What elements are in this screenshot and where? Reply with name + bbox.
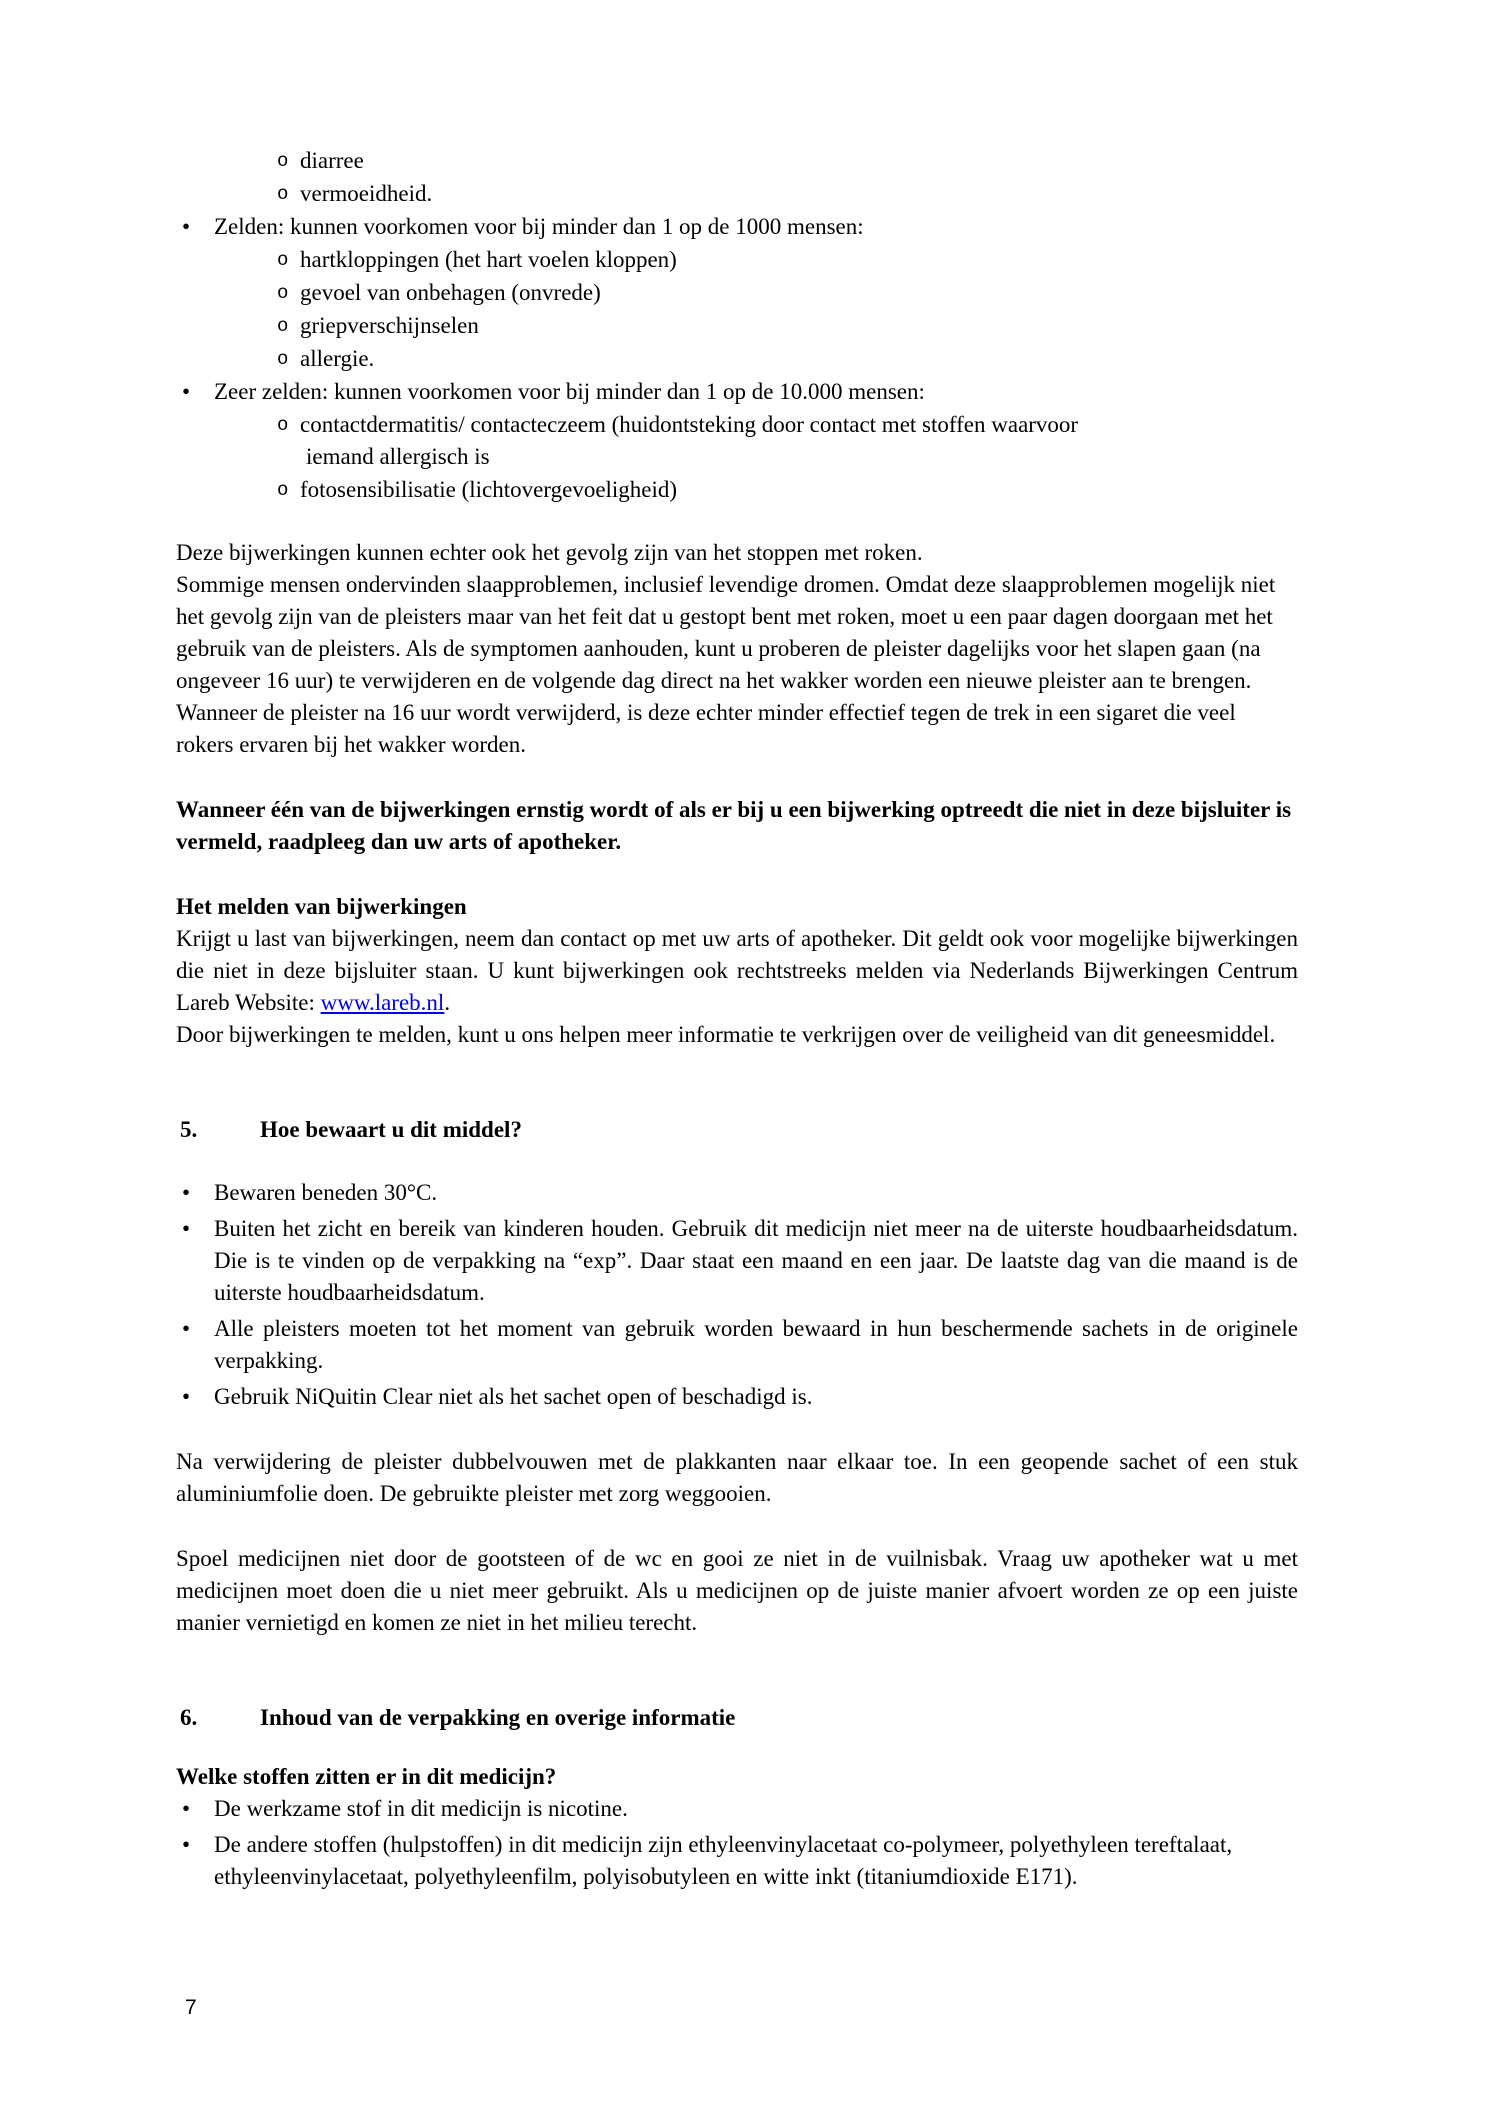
bullet-icon: • bbox=[182, 1796, 191, 1821]
list-item bbox=[176, 343, 1298, 375]
bullet-icon: • bbox=[182, 1832, 191, 1857]
reporting-text: Krijgt u last van bijwerkingen, neem dan contact op met uw arts of apotheker. Dit geldt ook voor mogelijke bijwerkingen die niet in deze bijsluiter staan. U kunt bijwerkingen ook rechtstreeks melden via Nederlands Bijwerkingen Centrum Lareb Website: bbox=[176, 926, 1298, 1015]
serious-warning-paragraph: Wanneer één van de bijwerkingen ernstig wordt of als er bij u een bijwerking optreedt die niet in deze bijsluiter is vermeld, raadpleeg dan uw arts of apotheker. bbox=[176, 797, 1292, 854]
bullet-icon: • bbox=[182, 1180, 191, 1205]
list-item bbox=[176, 310, 1298, 342]
section-6-number: 6. bbox=[180, 1705, 198, 1730]
list-item bbox=[176, 244, 1298, 276]
side-effect-item-line2: iemand allergisch is bbox=[306, 444, 490, 469]
storage-item: Buiten het zicht en bereik van kinderen houden. Gebruik dit medicijn niet meer na de uiterste houdbaarheidsdatum. Die is te vinden op de verpakking na “exp”. Daar staat een maand en een jaar. De laatste dag van die maand is de uiterste houdbaarheidsdatum. bbox=[214, 1216, 1298, 1305]
list-item bbox=[176, 474, 1298, 506]
disposal-paragraph-1: Na verwijdering de pleister dubbelvouwen met de plakkanten naar elkaar toe. In een geopende sachet of een stuk aluminiumfolie doen. De gebruikte pleister met zorg weggooien. bbox=[176, 1449, 1298, 1506]
bullet-icon: • bbox=[182, 1316, 191, 1341]
list-item bbox=[176, 1213, 1298, 1309]
circle-bullet-icon: o bbox=[277, 249, 289, 271]
side-effect-item: hartkloppingen (het hart voelen kloppen) bbox=[300, 247, 677, 272]
ingredient-item: De andere stoffen (hulpstoffen) in dit medicijn zijn ethyleenvinylacetaat co-polymeer, polyethyleen tereftalaat, ethyleenvinylacetaat, polyethyleenfilm, polyisobutyleen en witte inkt (titaniumdioxide E171). bbox=[214, 1832, 1233, 1889]
storage-list bbox=[176, 1177, 1298, 1413]
section-6-title: Inhoud van de verpakking en overige informatie bbox=[260, 1705, 736, 1730]
side-effect-item-line1: contactdermatitis/ contacteczeem (huidontsteking door contact met stoffen waarvoor bbox=[300, 412, 1079, 437]
bullet-icon: • bbox=[182, 1384, 191, 1409]
list-item bbox=[176, 1313, 1298, 1377]
circle-bullet-icon: o bbox=[277, 414, 289, 436]
circle-bullet-icon: o bbox=[277, 479, 289, 501]
list-item bbox=[176, 1177, 1298, 1209]
storage-item: Alle pleisters moeten tot het moment van gebruik worden bewaard in hun beschermende sachets in de originele verpakking. bbox=[214, 1316, 1298, 1373]
reporting-paragraph bbox=[176, 923, 1298, 1019]
list-item bbox=[176, 376, 1298, 408]
section-5-title: Hoe bewaart u dit middel? bbox=[260, 1117, 522, 1142]
circle-bullet-icon: o bbox=[277, 315, 289, 337]
storage-item: Gebruik NiQuitin Clear niet als het sachet open of beschadigd is. bbox=[214, 1384, 813, 1409]
side-effect-item: gevoel van onbehagen (onvrede) bbox=[300, 280, 601, 305]
bullet-icon: • bbox=[182, 214, 191, 239]
reporting-text-after: . bbox=[444, 990, 451, 1015]
side-effect-item: griepverschijnselen bbox=[300, 313, 479, 338]
ingredients-list bbox=[176, 1793, 1298, 1893]
section-5-heading bbox=[176, 1114, 1298, 1146]
list-item bbox=[176, 145, 1298, 177]
list-item bbox=[176, 1793, 1298, 1825]
disposal-paragraph-2: Spoel medicijnen niet door de gootsteen of de wc en gooi ze niet in de vuilnisbak. Vraag uw apotheker wat u met medicijnen moet doen die u niet meer gebruikt. Als u medicijnen op de juiste manier afvoert worden ze op een juiste manier vernietigd en komen ze niet in het milieu terecht. bbox=[176, 1546, 1298, 1635]
storage-item: Bewaren beneden 30°C. bbox=[214, 1180, 438, 1205]
list-item bbox=[176, 409, 1298, 473]
side-effect-item: vermoeidheid. bbox=[300, 181, 433, 206]
rare-label: Zelden: kunnen voorkomen voor bij minder dan 1 op de 1000 mensen: bbox=[214, 214, 864, 239]
side-effect-item: allergie. bbox=[300, 346, 375, 371]
quit-note-paragraph: Sommige mensen ondervinden slaapproblemen, inclusief levendige dromen. Omdat deze slaapproblemen mogelijk niet het gevolg zijn van de pleisters maar van het feit dat u gestopt bent met roken, moet u een paar dagen doorgaan met het gebruik van de pleisters. Als de symptomen aanhouden, kunt u proberen de pleister dagelijks voor het slapen gaan (na ongeveer 16 uur) te verwijderen en de volgende dag direct na het wakker worden een nieuwe pleister aan te brengen. Wanneer de pleister na 16 uur wordt verwijderd, is deze echter minder effectief tegen de trek in een sigaret die veel rokers ervaren bij het wakker worden. bbox=[176, 572, 1276, 757]
very-rare-label: Zeer zelden: kunnen voorkomen voor bij minder dan 1 op de 10.000 mensen: bbox=[214, 379, 925, 404]
list-item bbox=[176, 277, 1298, 309]
list-item bbox=[176, 178, 1298, 210]
reporting-paragraph-2: Door bijwerkingen te melden, kunt u ons helpen meer informatie te verkrijgen over de veiligheid van dit geneesmiddel. bbox=[176, 1022, 1276, 1047]
list-item bbox=[176, 1829, 1298, 1893]
reporting-heading: Het melden van bijwerkingen bbox=[176, 894, 467, 919]
list-item bbox=[176, 1381, 1298, 1413]
section-5-number: 5. bbox=[180, 1117, 198, 1142]
ingredient-item: De werkzame stof in dit medicijn is nicotine. bbox=[214, 1796, 628, 1821]
list-item bbox=[176, 211, 1298, 243]
section-6-heading bbox=[176, 1702, 1298, 1734]
circle-bullet-icon: o bbox=[277, 348, 289, 370]
circle-bullet-icon: o bbox=[277, 150, 289, 172]
side-effect-item: fotosensibilisatie (lichtovergevoeligheid) bbox=[300, 477, 678, 502]
quit-note-line1: Deze bijwerkingen kunnen echter ook het gevolg zijn van het stoppen met roken. bbox=[176, 540, 923, 565]
circle-bullet-icon: o bbox=[277, 282, 289, 304]
side-effect-item bbox=[300, 409, 1298, 473]
page-number: 7 bbox=[185, 1996, 197, 2019]
ingredients-heading: Welke stoffen zitten er in dit medicijn? bbox=[176, 1764, 557, 1789]
bullet-icon: • bbox=[182, 379, 191, 404]
side-effect-item: diarree bbox=[300, 148, 364, 173]
circle-bullet-icon: o bbox=[277, 183, 289, 205]
lareb-link[interactable]: www.lareb.nl bbox=[320, 990, 445, 1015]
bullet-icon: • bbox=[182, 1216, 191, 1241]
